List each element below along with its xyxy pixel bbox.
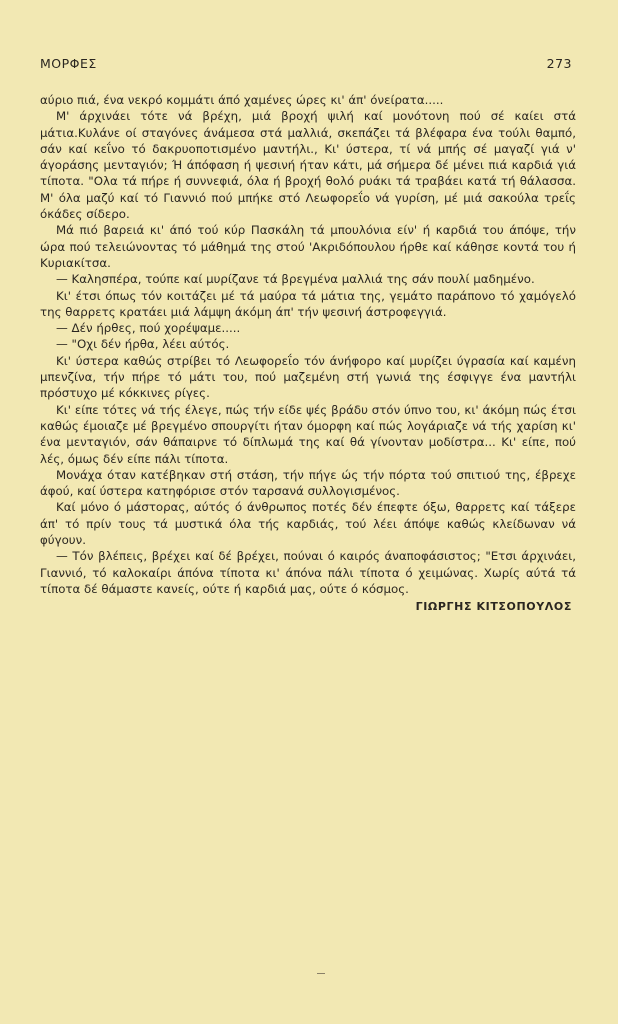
running-title: ΜΟΡΦΕΣ bbox=[40, 56, 97, 71]
author-signature: ΓΙΩΡΓΗΣ ΚΙΤΣΟΠΟΥΛΟΣ bbox=[415, 600, 572, 614]
dialogue-line: — Καλησπέρα, τούπε καί μυρίζανε τά βρεγμένα μαλλιά της σάν πουλί μαδημένο. bbox=[56, 272, 535, 287]
paragraph: Κι' έτσι όπως τόν κοιτάζει μέ τά μαύρα τά μάτια της, γεμάτο παράπονο τό χαμόγελό της θαρρετς κρατάει μιά λάμψη άκόμη άπ' τήν ψεσινή άστροφεγγιά. bbox=[40, 288, 576, 319]
paragraph: Καί μόνο ό μάστορας, αύτός ό άνθρωπος ποτές δέν έπεφτε όξω, θαρρετς καί τάξερε άπ' τό πρίν τους τά μυστικά όλα τής καρδιάς, τού λέει άπόψε καθώς κλείδωναν νά φύγουν. bbox=[40, 500, 576, 548]
dialogue-line: — "Οχι δέν ήρθα, λέει αύτός. bbox=[56, 337, 230, 352]
page-number: 273 bbox=[546, 56, 572, 71]
story-text bbox=[40, 92, 576, 616]
dialogue-line: — Δέν ήρθες, πού χορέψαμε..... bbox=[56, 321, 241, 336]
paragraph: Μ' άρχινάει τότε νά βρέχη, μιά βροχή ψιλή καί μονότονη πού σέ καίει στά μάτια.Κυλάνε οί σταγόνες άνάμεσα στά μαλλιά, σκεπάζει τά βλέφαρα ένα τούλι θαμπό, σάν καί κεΐνο τό δακρυοποτισμένο μαντήλι., Κι' ύστερα, τί νά μπής σέ μαγαζί γιά ν' άγοράσης μενταγιόν; Ή άπόφαση ή ψεσινή ήταν κάτι, μά σήμερα δέ μένει πιά καρδιά γιά τίποτα. "Ολα τά πήρε ή συννεφιά, όλα ή βροχή θολό ρυάκι τά τραβάει κατά τή θάλασσα. Μ' όλα μαζύ καί τό Γιαννιό πού μπήκε στό Λεωφορεΐο νά γυρίση, μέ μιά σακούλα τρεΐς όκάδες σίδερο. bbox=[40, 109, 576, 222]
paragraph: Κι' είπε τότες νά τής έλεγε, πώς τήν είδε ψές βράδυ στόν ύπνο του, κι' άκόμη πώς έτσι καθώς έμοιαζε μέ βρεγμένο σπουργίτι ήταν όμορφη καί πώς λογάριαζε νά τής χαρίση κι' ένα μενταγιόν, σάν θάπαιρνε τό δίπλωμά της καί θά γίνονταν μοδίστρα... Κι' είπε, πού λές, όμως δέν είπε πάλι τίποτα. bbox=[40, 402, 576, 466]
print-mark bbox=[317, 973, 325, 974]
paragraph: αύριο πιά, ένα νεκρό κομμάτι άπό χαμένες ώρες κι' άπ' όνείρατα..... bbox=[40, 93, 444, 107]
paragraph: Μονάχα όταν κατέβηκαν στή στάση, τήν πήγε ώς τήν πόρτα τού σπιτιού της, έβρεχε άφού, καί ύστερα κατηφόρισε στόν ταρσανά συλλογισμένος. bbox=[40, 467, 576, 499]
dialogue-line: — Τόν βλέπεις, βρέχει καί δέ βρέχει, πούναι ό καιρός άναποφάσιστος; "Ετσι άρχινάει, Γιαννιό, τό καλοκαίρι άπόνα τίποτα κι' άπόνα πάλι τίποτα ό χειμώνας. Χωρίς αύτά τά τίποτα δέ θάμαστε κανείς, ούτε ή καρδιά μας, ούτε ό κόσμος. bbox=[40, 549, 576, 596]
paragraph: Κι' ύστερα καθώς στρίβει τό Λεωφορεΐο τόν άνήφορο καί μυρίζει ύγρασία καί καμένη μπενζίνα, τήν πήρε τό μάτι του, πού μαζεμένη στή γωνιά της έσφιγγε ένα μαντήλι πρόστυχο μέ κόκκινες ρίγες. bbox=[40, 353, 576, 401]
running-header bbox=[40, 56, 572, 71]
paragraph: Μά πιό βαρειά κι' άπό τού κύρ Πασκάλη τά μπουλόνια είν' ή καρδιά του άπόψε, τήν ώρα πού τελειώνοντας τό μάθημά της στού 'Ακριδόπουλου ήρθε καί κάθησε κοντά του ή Κυριακίτσα. bbox=[40, 223, 576, 270]
